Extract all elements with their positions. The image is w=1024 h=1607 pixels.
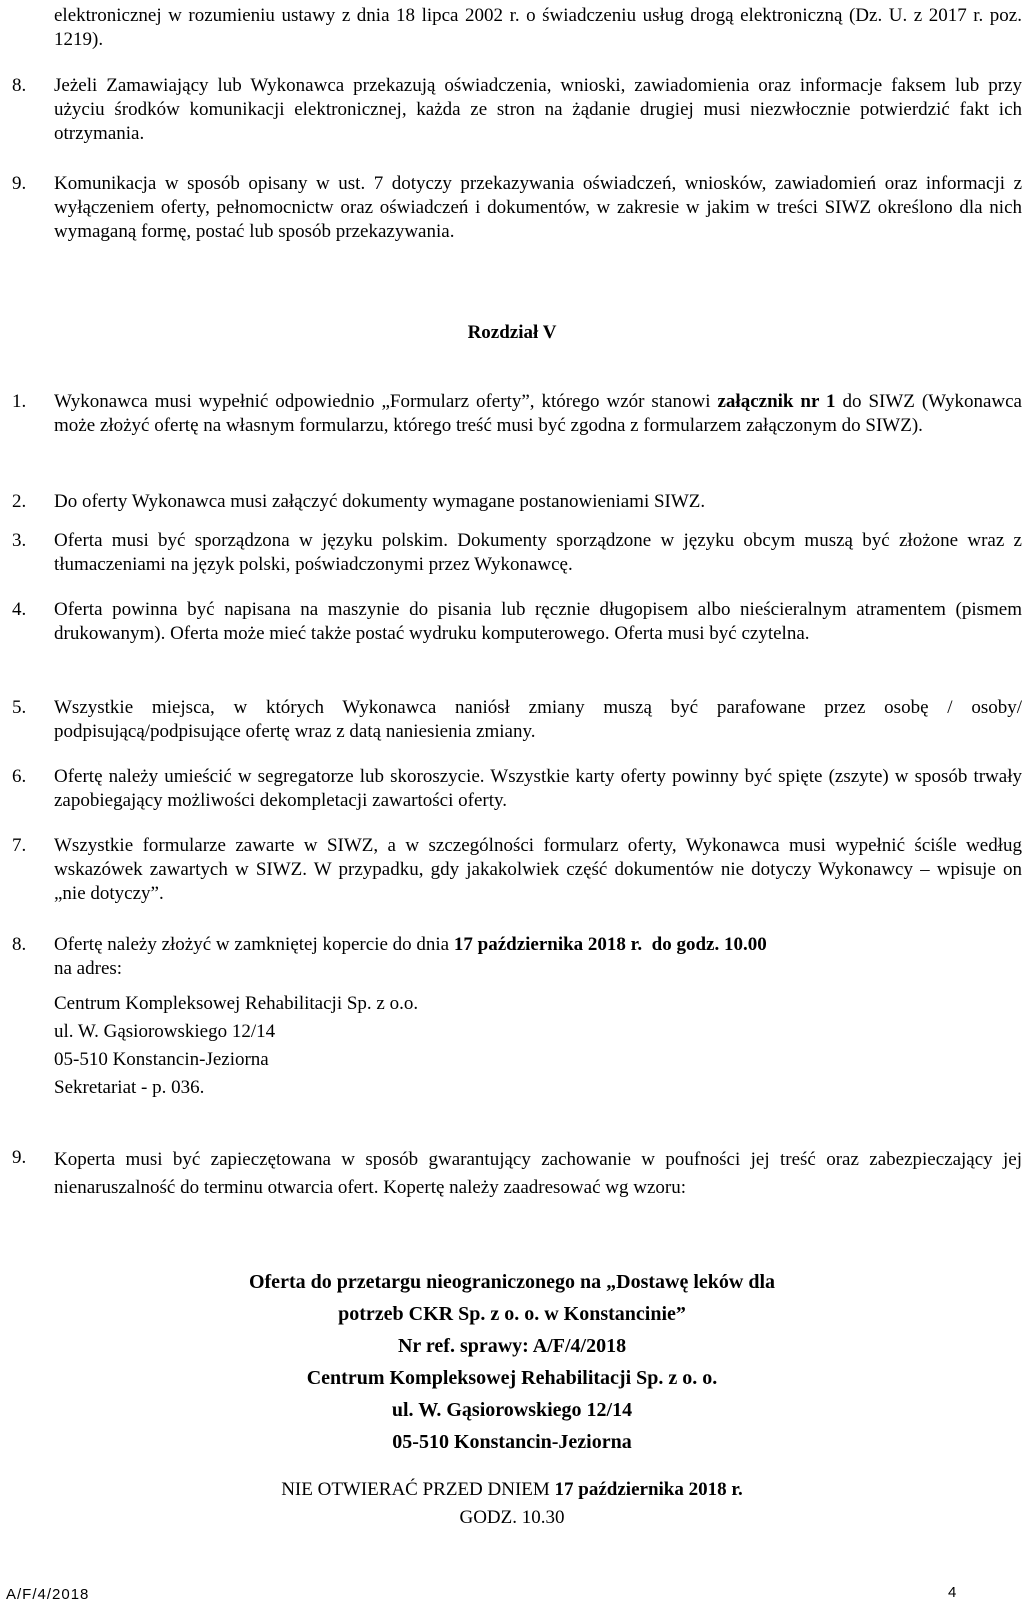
envelope-label bbox=[0, 1266, 1024, 1458]
page-number: 4 bbox=[948, 1584, 957, 1601]
address-line: 05-510 Konstancin-Jeziorna bbox=[54, 1049, 269, 1070]
list-item-3 bbox=[12, 529, 1022, 577]
item-text-post: do SIWZ (Wykonawca może złożyć ofertę na własnym formularzu, którego treść musi być zgodna z formularzem załączonym do SIWZ). bbox=[54, 391, 1022, 436]
deadline-date: 17 października 2018 r. bbox=[453, 934, 643, 955]
item-number: 3. bbox=[12, 530, 27, 551]
item-text: Wszystkie miejsca, w których Wykonawca naniósł zmiany muszą być parafowane przez osobę / osoby/ podpisującą/podpisujące ofertę wraz z datą naniesienia zmiany. bbox=[54, 697, 1022, 742]
item-number: 9. bbox=[12, 173, 27, 194]
warning-date: 17 października 2018 r. bbox=[554, 1479, 743, 1500]
item-text: Komunikacja w sposób opisany w ust. 7 dotyczy przekazywania oświadczeń, wniosków, zawiadomień oraz informacji z wyłączeniem oferty, pełnomocnictw oraz oświadczeń i dokumentów, w zakresie w jakim w treści SIWZ określono dla nich wymaganą formę, postać lub sposób przekazywania. bbox=[54, 173, 1022, 242]
list-item-1 bbox=[12, 390, 1022, 438]
item-text: Jeżeli Zamawiający lub Wykonawca przekazują oświadczenia, wnioski, zawiadomienia oraz informacje faksem lub przy użyciu środków komunikacji elektronicznej, każda ze stron na żądanie drugiej musi niezwłocznie potwierdzić fakt ich otrzymania. bbox=[54, 75, 1022, 144]
item-text bbox=[54, 390, 1022, 438]
chapter-heading: Rozdział V bbox=[467, 322, 557, 343]
item-text: Oferta powinna być napisana na maszynie do pisania lub ręcznie długopisem albo nieścieralnym atramentem (pismem drukowanym). Oferta może mieć także postać wydruku komputerowego. Oferta musi być czytelna. bbox=[54, 599, 1022, 644]
item-number: 9. bbox=[12, 1147, 27, 1168]
address-intro: na adres: bbox=[54, 958, 123, 979]
item-number: 7. bbox=[12, 835, 27, 856]
footer-reference: A/F/4/2018 bbox=[6, 1586, 90, 1603]
item-text-pre: Wykonawca musi wypełnić odpowiednio „Formularz oferty”, którego wzór stanowi bbox=[54, 391, 718, 412]
list-item-7 bbox=[12, 834, 1022, 906]
address-line: Sekretariat - p. 036. bbox=[54, 1077, 205, 1098]
continuation-paragraph bbox=[12, 4, 1022, 52]
address-line: ul. W. Gąsiorowskiego 12/14 bbox=[54, 1021, 276, 1042]
item-number: 5. bbox=[12, 697, 27, 718]
item-text: Wszystkie formularze zawarte w SIWZ, a w szczególności formularz oferty, Wykonawca musi wypełnić ściśle według wskazówek zawartych w SIWZ. W przypadku, gdy jakakolwiek część dokumentów nie dotyczy Wykonawcy – wpisuje on „nie dotyczy”. bbox=[54, 835, 1022, 904]
attachment-ref: załącznik nr 1 bbox=[717, 391, 836, 412]
list-item-4 bbox=[12, 598, 1022, 646]
item-number: 2. bbox=[12, 491, 27, 512]
item-text: Oferta musi być sporządzona w języku polskim. Dokumenty sporządzone w języku obcym muszą być złożone wraz z tłumaczeniami na język polski, poświadczonymi przez Wykonawcę. bbox=[54, 530, 1022, 575]
list-item-8 bbox=[12, 933, 1022, 1102]
list-item-6 bbox=[12, 765, 1022, 813]
warning-time: GODZ. 10.30 bbox=[459, 1507, 565, 1528]
item-number: 8. bbox=[12, 934, 27, 955]
warning-line-1 bbox=[0, 1476, 1024, 1504]
item-number: 4. bbox=[12, 599, 27, 620]
list-item-9 bbox=[12, 1146, 1022, 1202]
item-text: Koperta musi być zapieczętowana w sposób gwarantujący zachowanie w poufności jej treść oraz zabezpieczający jej nienaruszalność do terminu otwarcia ofert. Kopertę należy zaadresować wg wzoru: bbox=[54, 1149, 1022, 1198]
envelope-line: potrzeb CKR Sp. z o. o. w Konstancinie” bbox=[338, 1303, 686, 1325]
continuation-text: elektronicznej w rozumieniu ustawy z dnia 18 lipca 2002 r. o świadczeniu usług drogą elektroniczną (Dz. U. z 2017 r. poz. 1219). bbox=[54, 5, 1022, 50]
list-item-2 bbox=[12, 490, 1022, 514]
warning-text: NIE OTWIERAĆ PRZED DNIEM bbox=[281, 1479, 555, 1500]
envelope-reference: Nr ref. sprawy: A/F/4/2018 bbox=[397, 1335, 627, 1357]
deadline-time: do godz. 10.00 bbox=[651, 934, 767, 955]
prior-item-9 bbox=[12, 172, 1022, 244]
envelope-line: 05-510 Konstancin-Jeziorna bbox=[392, 1431, 632, 1453]
address-block bbox=[54, 990, 1022, 1102]
item-text-mid bbox=[642, 934, 652, 955]
item-number: 6. bbox=[12, 766, 27, 787]
do-not-open-warning bbox=[0, 1476, 1024, 1532]
envelope-line: Oferta do przetargu nieograniczonego na „Dostawę leków dla bbox=[248, 1271, 776, 1293]
envelope-line: ul. W. Gąsiorowskiego 12/14 bbox=[391, 1399, 633, 1421]
prior-item-8 bbox=[12, 74, 1022, 146]
item-number: 1. bbox=[12, 391, 27, 412]
item-text bbox=[54, 933, 1022, 1102]
item-text: Do oferty Wykonawca musi załączyć dokumenty wymagane postanowieniami SIWZ. bbox=[54, 491, 706, 512]
address-line: Centrum Kompleksowej Rehabilitacji Sp. z o.o. bbox=[54, 993, 419, 1014]
envelope-line: Centrum Kompleksowej Rehabilitacji Sp. z o. o. bbox=[306, 1367, 718, 1389]
item-text: Ofertę należy umieścić w segregatorze lub skoroszycie. Wszystkie karty oferty powinny być spięte (zszyte) w sposób trwały zapobiegający możliwości dekompletacji zawartości oferty. bbox=[54, 766, 1022, 811]
item-text-pre: Ofertę należy złożyć w zamkniętej kopercie do dnia bbox=[54, 934, 454, 955]
list-item-5 bbox=[12, 696, 1022, 744]
item-number: 8. bbox=[12, 75, 27, 96]
